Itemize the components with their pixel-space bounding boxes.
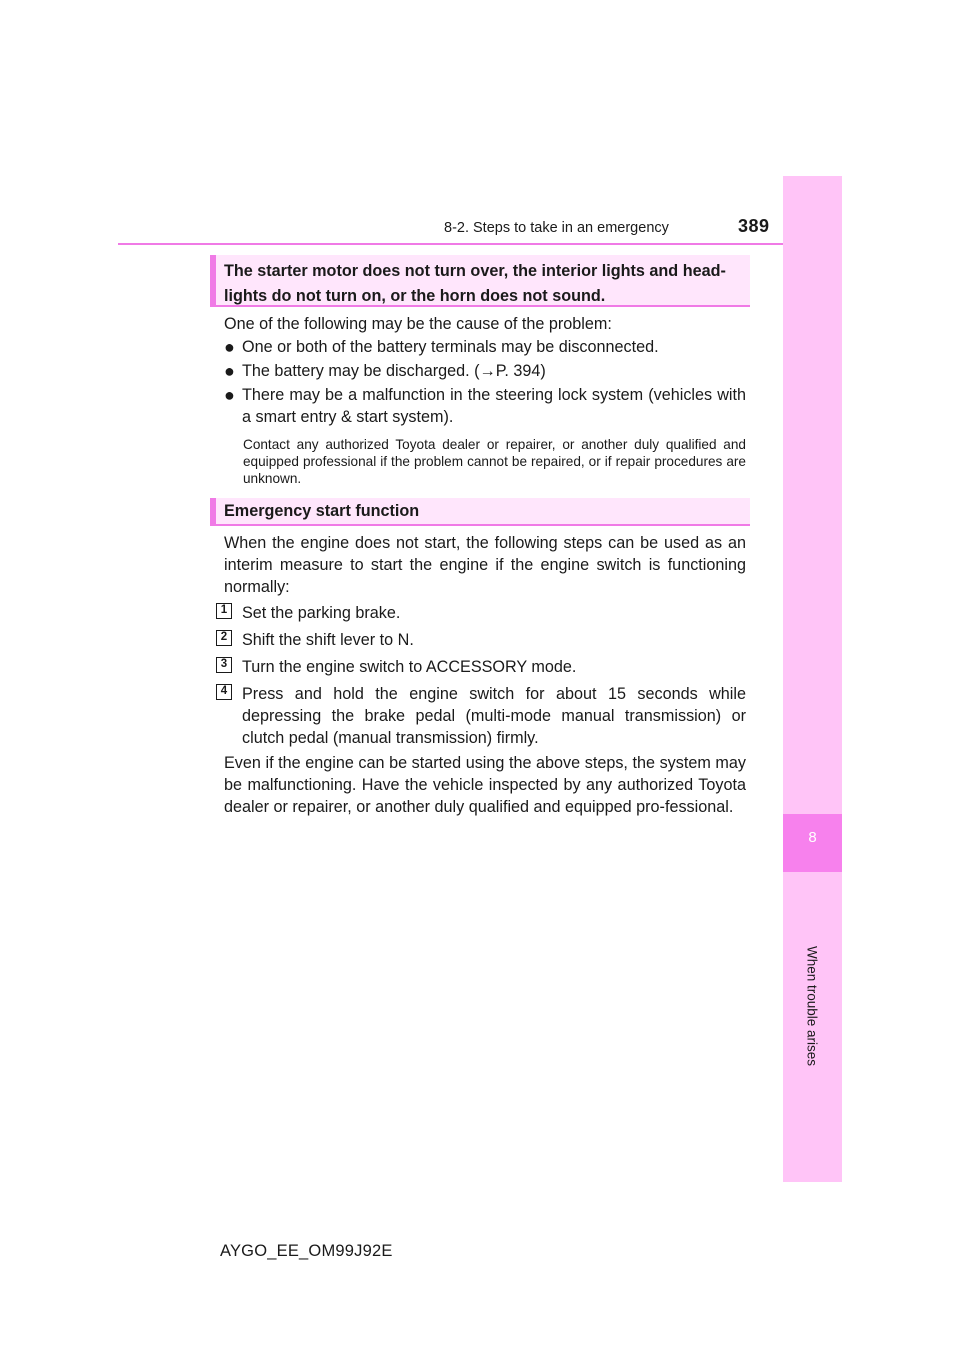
- step-number-badge: 4: [216, 684, 232, 700]
- step-text: Shift the shift lever to N.: [242, 631, 414, 649]
- chapter-number: 8: [808, 829, 817, 846]
- heading-line: The starter motor does not turn over, the interior lights and head-: [224, 262, 726, 280]
- bullet-icon: ●: [224, 385, 235, 405]
- bullet-icon: ●: [224, 337, 235, 357]
- bullet-item: One or both of the battery terminals may be disconnected.: [242, 338, 659, 356]
- section-heading-starter-motor: [210, 255, 750, 307]
- bullet-item: There may be a malfunction in the steering lock system (vehicles with a smart entry & start system).: [242, 386, 746, 426]
- step-number-badge: 2: [216, 630, 232, 646]
- step-text: Press and hold the engine switch for about 15 seconds while depressing the brake pedal (multi-mode manual transmission) or clutch pedal (manual transmission) firmly.: [242, 685, 746, 747]
- closing-paragraph: Even if the engine can be started using the above steps, the system may be malfunctioning. Have the vehicle inspected by any authorized Toyota dealer or repairer, or another duly qualified and equipped pro-fessional.: [224, 754, 746, 816]
- page-number: 389: [738, 216, 770, 236]
- chapter-label: When trouble arises: [804, 946, 820, 1067]
- heading-line: Emergency start function: [224, 502, 420, 520]
- document-code: AYGO_EE_OM99J92E: [220, 1242, 393, 1260]
- step-number-badge: 3: [216, 657, 232, 673]
- section-intro: One of the following may be the cause of the problem:: [224, 315, 612, 333]
- note-text: Contact any authorized Toyota dealer or repairer, or another duly qualified and equipped professional if the problem cannot be repaired, or if repair procedures are unknown.: [243, 437, 746, 486]
- step-text: Set the parking brake.: [242, 604, 401, 622]
- section-heading-emergency-start: [210, 498, 750, 526]
- heading-line: lights do not turn on, or the horn does not sound.: [224, 287, 606, 305]
- bullet-icon: ●: [224, 361, 235, 381]
- step-number-badge: 1: [216, 603, 232, 619]
- section-intro: When the engine does not start, the following steps can be used as an interim measure to start the engine if the engine switch is functioning normally:: [224, 534, 746, 596]
- header-divider: [118, 243, 842, 245]
- section-title: 8-2. Steps to take in an emergency: [444, 220, 669, 236]
- bullet-item: The battery may be discharged. (→P. 394): [242, 362, 546, 380]
- step-text: Turn the engine switch to ACCESSORY mode.: [242, 658, 577, 676]
